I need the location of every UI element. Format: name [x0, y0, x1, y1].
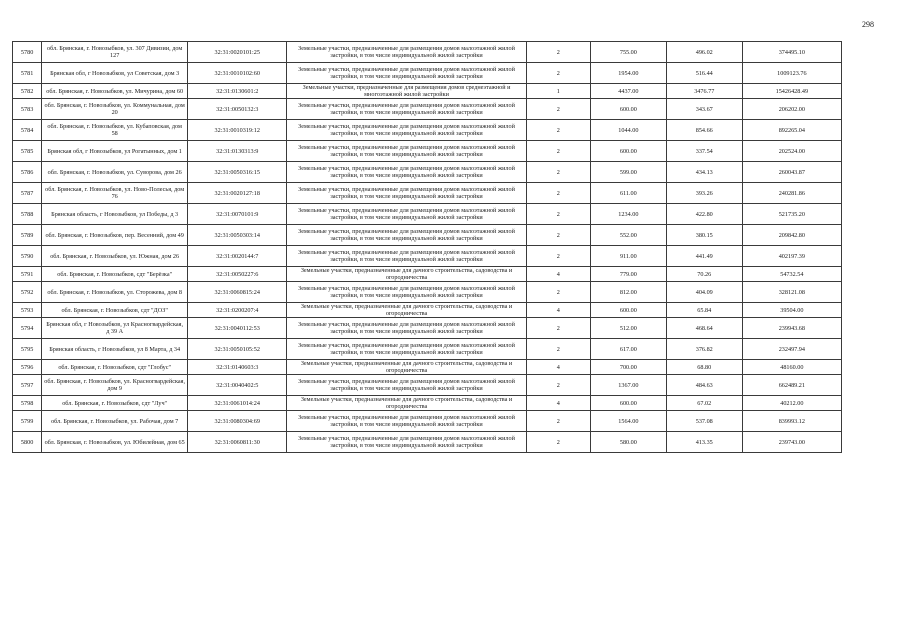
category-cell: 4	[526, 303, 590, 318]
land-use-cell: Земельные участки, предназначенные для размещения домов малоэтажной жилой застройки, в том числе индивидуальной жилой застройки	[287, 375, 526, 396]
row-number: 5787	[13, 183, 42, 204]
row-number: 5786	[13, 162, 42, 183]
area-cell: 911.00	[590, 246, 666, 267]
category-cell: 2	[526, 339, 590, 360]
area-cell: 4437.00	[590, 84, 666, 99]
land-use-cell: Земельные участки, предназначенные для размещения домов малоэтажной жилой застройки, в том числе индивидуальной жилой застройки	[287, 282, 526, 303]
area-cell: 600.00	[590, 303, 666, 318]
cadastral-value-cell: 48160.00	[742, 360, 841, 375]
address-cell: Брянская обл, г Новозыбков, ул Красногвардейская, д 39 А	[42, 318, 188, 339]
category-cell: 2	[526, 204, 590, 225]
cadastral-value-cell: 209842.80	[742, 225, 841, 246]
specific-value-cell: 484.63	[666, 375, 742, 396]
specific-value-cell: 393.26	[666, 183, 742, 204]
table-row	[13, 204, 842, 225]
table-row	[13, 183, 842, 204]
row-number: 5783	[13, 99, 42, 120]
land-use-cell: Земельные участки, предназначенные для размещения домов малоэтажной жилой застройки, в том числе индивидуальной жилой застройки	[287, 318, 526, 339]
cadastral-value-cell: 40212.00	[742, 396, 841, 411]
address-cell: Брянская область, г Новозыбков, ул 8 Марта, д 34	[42, 339, 188, 360]
table-row	[13, 162, 842, 183]
specific-value-cell: 3476.77	[666, 84, 742, 99]
cadastral-number-cell: 32:31:0040112:53	[188, 318, 287, 339]
table-row	[13, 63, 842, 84]
row-number: 5795	[13, 339, 42, 360]
address-cell: обл. Брянская, г. Новозыбков, пер. Весенний, дом 49	[42, 225, 188, 246]
land-use-cell: Земельные участки, предназначенные для дачного строительства, садоводства и огородничества	[287, 267, 526, 282]
address-cell: обл. Брянская, г. Новозыбков, ул. Ново-Полесья, дом 76	[42, 183, 188, 204]
row-number: 5798	[13, 396, 42, 411]
cadastral-value-cell: 239743.00	[742, 432, 841, 453]
cadastral-value-cell: 328121.08	[742, 282, 841, 303]
address-cell: обл. Брянская, г. Новозыбков, ул. Кубаповская, дом 58	[42, 120, 188, 141]
address-cell: обл. Брянская, г. Новозыбков, сдт "Глобус"	[42, 360, 188, 375]
land-use-cell: Земельные участки, предназначенные для размещения домов малоэтажной жилой застройки, в том числе индивидуальной жилой застройки	[287, 63, 526, 84]
area-cell: 599.00	[590, 162, 666, 183]
cadastral-number-cell: 32:31:0130313:9	[188, 141, 287, 162]
category-cell: 2	[526, 120, 590, 141]
row-number: 5790	[13, 246, 42, 267]
land-use-cell: Земельные участки, предназначенные для дачного строительства, садоводства и огородничества	[287, 396, 526, 411]
row-number: 5789	[13, 225, 42, 246]
specific-value-cell: 854.66	[666, 120, 742, 141]
cadastral-value-cell: 240281.86	[742, 183, 841, 204]
category-cell: 2	[526, 246, 590, 267]
row-number: 5797	[13, 375, 42, 396]
land-use-cell: Земельные участки, предназначенные для размещения домов малоэтажной жилой застройки, в том числе индивидуальной жилой застройки	[287, 42, 526, 63]
table-row	[13, 42, 842, 63]
specific-value-cell: 434.13	[666, 162, 742, 183]
cadastral-number-cell: 32:31:0020144:7	[188, 246, 287, 267]
land-registry-table	[12, 41, 842, 453]
specific-value-cell: 441.49	[666, 246, 742, 267]
specific-value-cell: 376.82	[666, 339, 742, 360]
table-row	[13, 339, 842, 360]
row-number: 5791	[13, 267, 42, 282]
area-cell: 512.00	[590, 318, 666, 339]
area-cell: 700.00	[590, 360, 666, 375]
category-cell: 2	[526, 411, 590, 432]
registry-body	[13, 42, 842, 453]
cadastral-value-cell: 839993.12	[742, 411, 841, 432]
specific-value-cell: 67.02	[666, 396, 742, 411]
area-cell: 1564.00	[590, 411, 666, 432]
cadastral-number-cell: 32:31:0050105:52	[188, 339, 287, 360]
cadastral-value-cell: 232497.94	[742, 339, 841, 360]
specific-value-cell: 496.02	[666, 42, 742, 63]
cadastral-value-cell: 239943.68	[742, 318, 841, 339]
row-number: 5780	[13, 42, 42, 63]
address-cell: обл. Брянская, г. Новозыбков, ул. Мичурина, дом 60	[42, 84, 188, 99]
land-use-cell: Земельные участки, предназначенные для размещения домов малоэтажной жилой застройки, в том числе индивидуальной жилой застройки	[287, 246, 526, 267]
table-row	[13, 396, 842, 411]
cadastral-value-cell: 662489.21	[742, 375, 841, 396]
table-row	[13, 432, 842, 453]
address-cell: обл. Брянская, г. Новозыбков, сдт "Луч"	[42, 396, 188, 411]
address-cell: обл. Брянская, г. Новозыбков, ул. Красногвардейская, дом 9	[42, 375, 188, 396]
cadastral-number-cell: 32:31:0080304:69	[188, 411, 287, 432]
table-row	[13, 303, 842, 318]
table-row	[13, 141, 842, 162]
cadastral-number-cell: 32:31:0060815:24	[188, 282, 287, 303]
category-cell: 4	[526, 360, 590, 375]
row-number: 5796	[13, 360, 42, 375]
land-use-cell: Земельные участки, предназначенные для размещения домов малоэтажной жилой застройки, в том числе индивидуальной жилой застройки	[287, 141, 526, 162]
table-row	[13, 282, 842, 303]
cadastral-value-cell: 54732.54	[742, 267, 841, 282]
cadastral-number-cell: 32:31:0050227:6	[188, 267, 287, 282]
area-cell: 1954.00	[590, 63, 666, 84]
table-row	[13, 360, 842, 375]
page-number: 298	[862, 20, 874, 29]
row-number: 5782	[13, 84, 42, 99]
area-cell: 600.00	[590, 99, 666, 120]
specific-value-cell: 422.80	[666, 204, 742, 225]
row-number: 5793	[13, 303, 42, 318]
cadastral-number-cell: 32:31:0070101:9	[188, 204, 287, 225]
land-use-cell: Земельные участки, предназначенные для дачного строительства, садоводства и огородничества	[287, 303, 526, 318]
cadastral-number-cell: 32:31:0010319:12	[188, 120, 287, 141]
cadastral-number-cell: 32:31:0020101:25	[188, 42, 287, 63]
address-cell: Брянская область, г Новозыбков, ул Победы, д 3	[42, 204, 188, 225]
land-use-cell: Земельные участки, предназначенные для размещения домов малоэтажной жилой застройки, в том числе индивидуальной жилой застройки	[287, 339, 526, 360]
row-number: 5794	[13, 318, 42, 339]
specific-value-cell: 337.54	[666, 141, 742, 162]
address-cell: обл. Брянская, г. Новозыбков, сдт "Берёзка"	[42, 267, 188, 282]
land-use-cell: Земельные участки, предназначенные для дачного строительства, садоводства и огородничества	[287, 360, 526, 375]
cadastral-value-cell: 202524.00	[742, 141, 841, 162]
category-cell: 2	[526, 375, 590, 396]
table-row	[13, 318, 842, 339]
cadastral-number-cell: 32:31:0020127:18	[188, 183, 287, 204]
cadastral-number-cell: 32:31:0200207:4	[188, 303, 287, 318]
cadastral-value-cell: 39504.00	[742, 303, 841, 318]
cadastral-value-cell: 402197.39	[742, 246, 841, 267]
area-cell: 812.00	[590, 282, 666, 303]
specific-value-cell: 413.35	[666, 432, 742, 453]
area-cell: 580.00	[590, 432, 666, 453]
cadastral-number-cell: 32:31:0061014:24	[188, 396, 287, 411]
address-cell: обл. Брянская, г. Новозыбков, ул. Юбилейная, дом 65	[42, 432, 188, 453]
category-cell: 4	[526, 396, 590, 411]
row-number: 5792	[13, 282, 42, 303]
land-use-cell: Земельные участки, предназначенные для размещения домов среднеэтажной и многоэтажной жилой застройки	[287, 84, 526, 99]
cadastral-number-cell: 32:31:0060811:30	[188, 432, 287, 453]
table-row	[13, 225, 842, 246]
category-cell: 2	[526, 183, 590, 204]
table-row	[13, 246, 842, 267]
row-number: 5785	[13, 141, 42, 162]
specific-value-cell: 468.64	[666, 318, 742, 339]
specific-value-cell: 68.80	[666, 360, 742, 375]
row-number: 5788	[13, 204, 42, 225]
cadastral-value-cell: 15426428.49	[742, 84, 841, 99]
table-row	[13, 84, 842, 99]
area-cell: 552.00	[590, 225, 666, 246]
cadastral-number-cell: 32:31:0010102:60	[188, 63, 287, 84]
category-cell: 1	[526, 84, 590, 99]
land-use-cell: Земельные участки, предназначенные для размещения домов малоэтажной жилой застройки, в том числе индивидуальной жилой застройки	[287, 120, 526, 141]
address-cell: Брянская обл, г Новозыбков, ул Советская, дом 3	[42, 63, 188, 84]
row-number: 5781	[13, 63, 42, 84]
area-cell: 1367.00	[590, 375, 666, 396]
area-cell: 1234.00	[590, 204, 666, 225]
cadastral-number-cell: 32:31:0050132:3	[188, 99, 287, 120]
address-cell: обл. Брянская, г. Новозыбков, ул. Южная, дом 26	[42, 246, 188, 267]
specific-value-cell: 343.67	[666, 99, 742, 120]
cadastral-number-cell: 32:31:0040402:5	[188, 375, 287, 396]
land-use-cell: Земельные участки, предназначенные для размещения домов малоэтажной жилой застройки, в том числе индивидуальной жилой застройки	[287, 225, 526, 246]
address-cell: обл. Брянская, г. Новозыбков, ул. Сторожева, дом 8	[42, 282, 188, 303]
table-row	[13, 99, 842, 120]
specific-value-cell: 70.26	[666, 267, 742, 282]
address-cell: обл. Брянская, г. Новозыбков, сдт "ДОЗ"	[42, 303, 188, 318]
table-row	[13, 267, 842, 282]
area-cell: 600.00	[590, 141, 666, 162]
table-row	[13, 375, 842, 396]
cadastral-number-cell: 32:31:0130601:2	[188, 84, 287, 99]
land-use-cell: Земельные участки, предназначенные для размещения домов малоэтажной жилой застройки, в том числе индивидуальной жилой застройки	[287, 411, 526, 432]
table-row	[13, 411, 842, 432]
land-use-cell: Земельные участки, предназначенные для размещения домов малоэтажной жилой застройки, в том числе индивидуальной жилой застройки	[287, 432, 526, 453]
address-cell: обл. Брянская, г. Новозыбков, ул. Суворова, дом 26	[42, 162, 188, 183]
category-cell: 2	[526, 318, 590, 339]
category-cell: 2	[526, 162, 590, 183]
category-cell: 2	[526, 141, 590, 162]
category-cell: 2	[526, 99, 590, 120]
area-cell: 617.00	[590, 339, 666, 360]
cadastral-number-cell: 32:31:0050303:14	[188, 225, 287, 246]
row-number: 5799	[13, 411, 42, 432]
area-cell: 611.00	[590, 183, 666, 204]
specific-value-cell: 380.15	[666, 225, 742, 246]
area-cell: 600.00	[590, 396, 666, 411]
cadastral-value-cell: 521735.20	[742, 204, 841, 225]
land-use-cell: Земельные участки, предназначенные для размещения домов малоэтажной жилой застройки, в том числе индивидуальной жилой застройки	[287, 99, 526, 120]
table-row	[13, 120, 842, 141]
cadastral-number-cell: 32:31:0050316:15	[188, 162, 287, 183]
category-cell: 2	[526, 282, 590, 303]
specific-value-cell: 516.44	[666, 63, 742, 84]
category-cell: 4	[526, 267, 590, 282]
cadastral-number-cell: 32:31:0140603:3	[188, 360, 287, 375]
specific-value-cell: 404.09	[666, 282, 742, 303]
cadastral-value-cell: 260043.87	[742, 162, 841, 183]
area-cell: 1044.00	[590, 120, 666, 141]
address-cell: обл. Брянская, г. Новозыбков, ул. Рабочая, дом 7	[42, 411, 188, 432]
address-cell: обл. Брянская, г. Новозыбков, ул. Коммунальная, дом 20	[42, 99, 188, 120]
category-cell: 2	[526, 432, 590, 453]
category-cell: 2	[526, 42, 590, 63]
land-use-cell: Земельные участки, предназначенные для размещения домов малоэтажной жилой застройки, в том числе индивидуальной жилой застройки	[287, 204, 526, 225]
cadastral-value-cell: 892265.04	[742, 120, 841, 141]
specific-value-cell: 65.84	[666, 303, 742, 318]
area-cell: 779.00	[590, 267, 666, 282]
row-number: 5784	[13, 120, 42, 141]
category-cell: 2	[526, 63, 590, 84]
cadastral-value-cell: 1009123.76	[742, 63, 841, 84]
category-cell: 2	[526, 225, 590, 246]
cadastral-value-cell: 206202.00	[742, 99, 841, 120]
land-use-cell: Земельные участки, предназначенные для размещения домов малоэтажной жилой застройки, в том числе индивидуальной жилой застройки	[287, 183, 526, 204]
land-use-cell: Земельные участки, предназначенные для размещения домов малоэтажной жилой застройки, в том числе индивидуальной жилой застройки	[287, 162, 526, 183]
row-number: 5800	[13, 432, 42, 453]
address-cell: обл. Брянская, г. Новозыбков, ул. 307 Дивизии, дом 127	[42, 42, 188, 63]
cadastral-value-cell: 374495.10	[742, 42, 841, 63]
area-cell: 755.00	[590, 42, 666, 63]
specific-value-cell: 537.08	[666, 411, 742, 432]
address-cell: Брянская обл, г Новозыбков, ул Рогатынных, дом 1	[42, 141, 188, 162]
